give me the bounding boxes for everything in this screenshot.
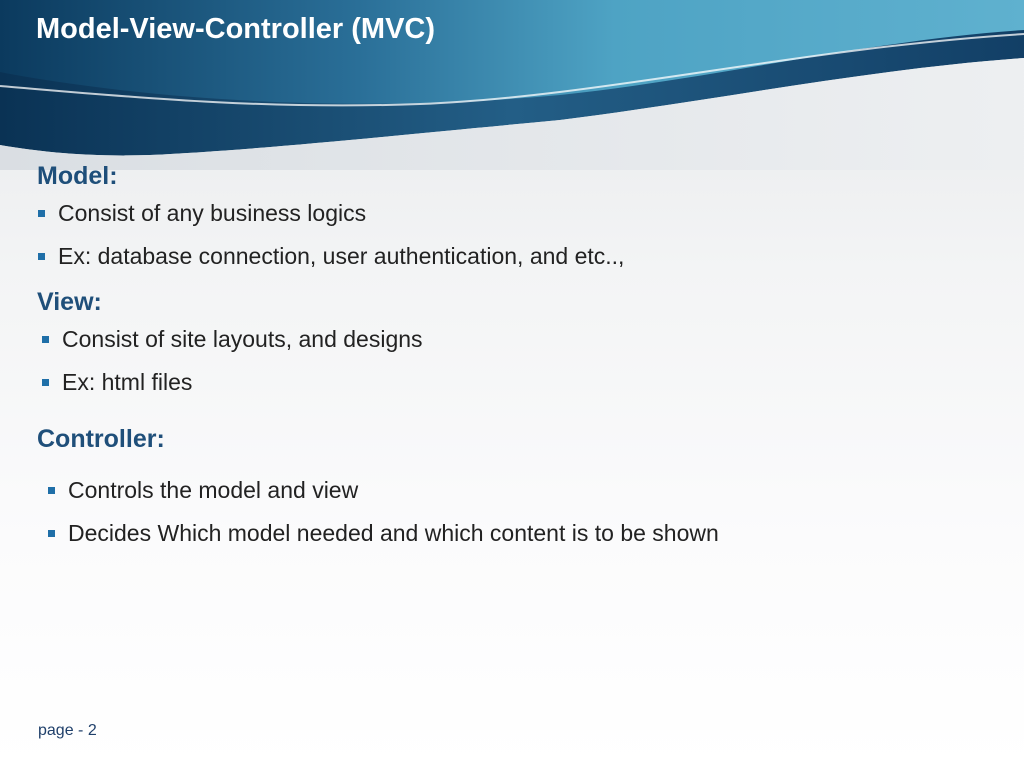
- bullet-text: Decides Which model needed and which content is to be shown: [68, 520, 719, 546]
- bullet-item: [42, 326, 423, 353]
- bullet-item: [42, 369, 192, 396]
- square-bullet-icon: [42, 336, 49, 343]
- bullet-text: Consist of site layouts, and designs: [62, 326, 423, 352]
- slide-title: Model-View-Controller (MVC): [36, 13, 436, 45]
- bullet-item: [38, 200, 366, 227]
- page-number: page - 2: [38, 722, 97, 739]
- square-bullet-icon: [38, 210, 45, 217]
- bullet-text: Ex: database connection, user authentication, and etc..,: [58, 243, 625, 269]
- bullet-text: Ex: html files: [62, 369, 193, 395]
- square-bullet-icon: [48, 530, 55, 537]
- square-bullet-icon: [48, 487, 55, 494]
- bullet-item: [38, 243, 624, 270]
- square-bullet-icon: [38, 253, 45, 260]
- bullet-text: Consist of any business logics: [58, 200, 367, 226]
- square-bullet-icon: [42, 379, 49, 386]
- section-heading-model: Model:: [37, 162, 118, 190]
- section-heading-controller: Controller:: [37, 425, 165, 453]
- bullet-item: [48, 477, 358, 504]
- section-heading-view: View:: [37, 288, 102, 316]
- bullet-item: [48, 520, 719, 547]
- bullet-text: Controls the model and view: [68, 477, 359, 503]
